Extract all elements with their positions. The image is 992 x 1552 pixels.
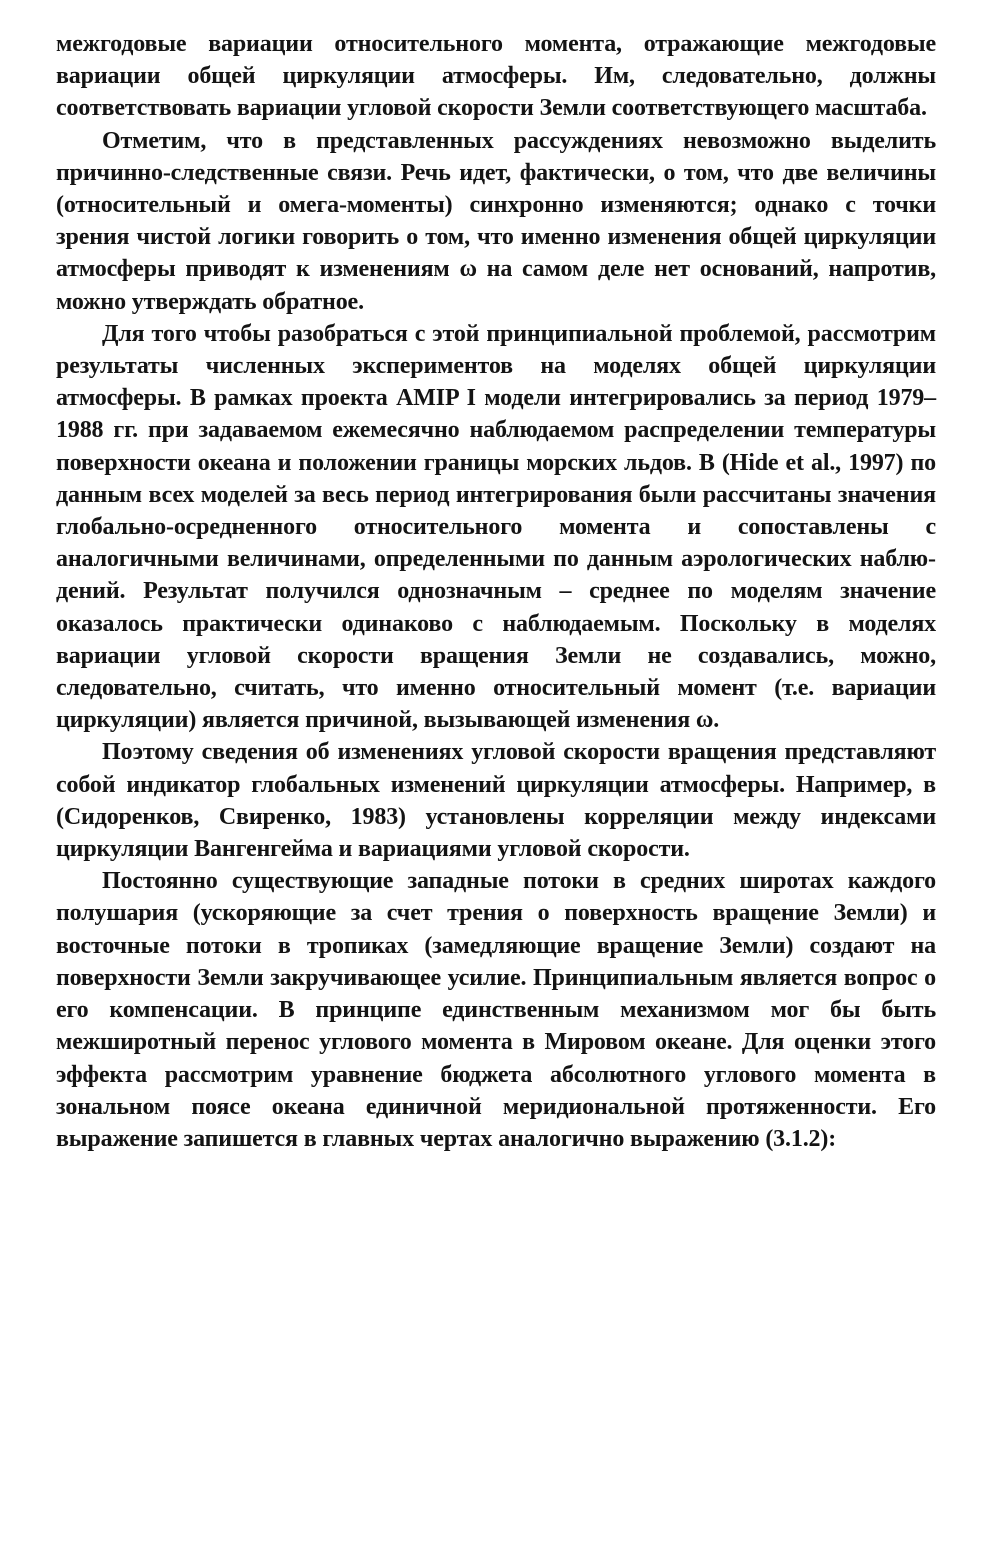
paragraph: Для того чтобы разобраться с этой принципиальной проблемой, рассмотрим результаты численных экспериментов на моделях общей циркуляции атмосферы. В рамках проекта AMIP I модели интегрировались за период 1979–1988 гг. при задаваемом ежемесячно наблюдаемом распределении температуры поверхности океана и положении границы морских льдов. В (Hide et al., 1997) по данным всех моделей за весь период интегрирования были рассчитаны значения глобально-осредненного относительного момента и сопоставлены с аналогичными величинами, определенными по данным аэрологических наблюдений. Результат получился однозначным – среднее по моделям значение оказалось практически одинаково с наблюдаемым. Поскольку в моделях вариации угловой скорости вращения Земли не создавались, можно, следовательно, считать, что именно относительный момент (т.е. вариации циркуляции) является причиной, вызывающей изменения ω. [56, 320, 936, 734]
paragraph: Постоянно существующие западные потоки в средних широтах каждого полушария (ускоряющие за счет трения о поверхность вращение Земли) и восточные потоки в тропиках (замедляющие вращение Земли) создают на поверхности Земли закручивающее усилие. Принципиальным является вопрос о его компенсации. В принципе единственным механизмом мог бы быть межширотный перенос углового момента в Мировом океане. Для оценки этого эффекта рассмотрим уравнение бюджета абсолютного углового момента в зональном поясе океана единичной меридиональной протяженности. Его выражение запишется в главных чертах аналогично выражению (3.1.2): [56, 868, 936, 1152]
document-page [56, 28, 936, 1155]
paragraph: межгодовые вариации относительного момента, отражающие межгодовые вариации общей циркуляции атмосферы. Им, следовательно, должны соответствовать вариации угловой скорости Земли соответствующего масштаба. [56, 31, 936, 122]
paragraph: Поэтому сведения об изменениях угловой скорости вращения представляют собой индикатор глобальных изменений циркуляции атмосферы. Например, в (Сидоренков, Свиренко, 1983) установлены корреляции между индексами циркуляции Вангенгейма и вариациями угловой скорости. [56, 739, 936, 863]
paragraph: Отметим, что в представленных рассуждениях невозможно выделить причинно-следственные связи. Речь идет, фактически, о том, что две величины (относительный и омега-моменты) синхронно изменяются; однако с точки зрения чистой логики говорить о том, что именно изменения общей циркуляции атмосферы приводят к изменениям ω на самом деле нет оснований, напротив, можно утверждать обратное. [56, 127, 936, 315]
